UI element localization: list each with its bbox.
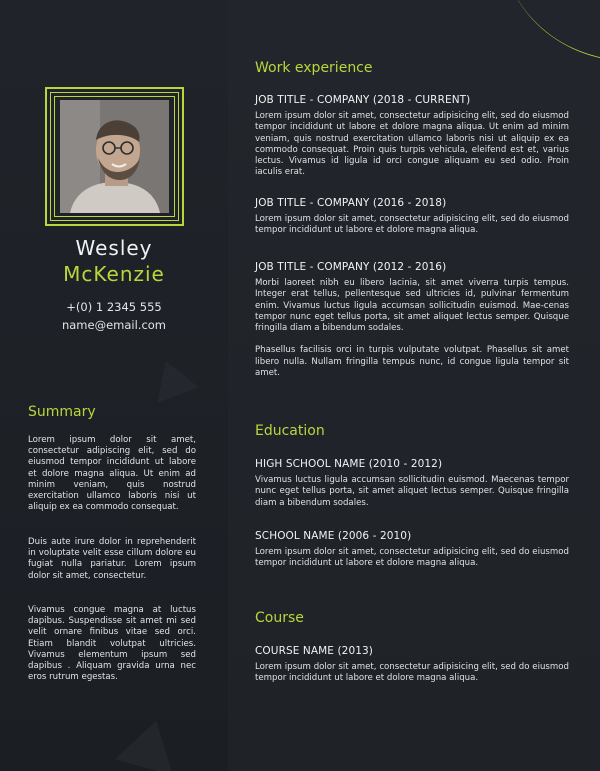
- school-description: Vivamus luctus ligula accumsan sollicitudin euismod. Maecenas tempor nunc eget tellus porta, sit amet aliquet lectus semper. Quisque fringilla diam a bibendum sodales.: [255, 475, 569, 508]
- first-name: Wesley: [75, 236, 153, 260]
- profile-photo-frame: [45, 87, 184, 226]
- course-title: COURSE NAME (2013): [255, 645, 373, 657]
- summary-heading: Summary: [28, 404, 96, 420]
- email-address: name@email.com: [61, 318, 167, 332]
- job-description: Lorem ipsum dolor sit amet, consectetur adipisicing elit, sed do eiusmod tempor incididunt ut labore et dolore magna aliqua.: [255, 214, 569, 236]
- school-description: Lorem ipsum dolor sit amet, consectetur adipisicing elit, sed do eiusmod tempor incididunt ut labore et dolore magna aliqua.: [255, 547, 569, 569]
- education-entry: [255, 530, 569, 570]
- person-portrait-icon: [60, 100, 169, 213]
- school-title: HIGH SCHOOL NAME (2010 - 2012): [255, 458, 443, 470]
- job-description: Morbi laoreet nibh eu libero lacinia, sit amet viverra turpis tempus. Integer erat tellus, pellentesque sed ultricies id, pulvinar fermentum enim. Vivamus luctus ligula accumsan sollicitudin euismod. Mae-cenas tempor nunc eget tellus porta, sit amet aliquet lectus semper. Quisque fringilla diam a bibendum sodales.: [255, 278, 569, 334]
- education-heading: Education: [255, 423, 325, 439]
- job-title: JOB TITLE - COMPANY (2012 - 2016): [255, 261, 447, 273]
- summary-paragraph: Duis aute irure dolor in reprehenderit in voluptate velit esse cillum dolore eu fugiat nulla pariatur. Lorem ipsum dolor sit amet, consectetur.: [28, 537, 196, 581]
- job-entry: [255, 94, 569, 179]
- school-title: SCHOOL NAME (2006 - 2010): [255, 530, 412, 542]
- job-entry: [255, 197, 569, 237]
- job-entry: [255, 261, 569, 379]
- course-heading: Course: [255, 610, 304, 626]
- last-name: McKenzie: [63, 262, 165, 286]
- job-title: JOB TITLE - COMPANY (2018 - CURRENT): [255, 94, 471, 106]
- job-description: Phasellus facilisis orci in turpis vulputate volutpat. Phasellus sit amet libero nulla. Nullam fringilla tempus nunc, id congue ligula tempor sit amet.: [255, 345, 569, 379]
- job-description: Lorem ipsum dolor sit amet, consectetur adipisicing elit, sed do eiusmod tempor incididunt ut labore et dolore magna aliqua. Ut enim ad minim veniam, quis nostrud exercitation ullamco laboris nisi ut aliquip ex ea commodo consequat. Proin quis turpis vehicula, eleifend est et, varius lectus. Vivamus id ligula id orci congue aliquam eu sed odio. Proin iaculis erat.: [255, 111, 569, 178]
- job-title: JOB TITLE - COMPANY (2016 - 2018): [255, 197, 447, 209]
- work-experience-heading: Work experience: [255, 60, 373, 76]
- summary-paragraph: Vivamus congue magna at luctus dapibus. Suspendisse sit amet mi sed velit ornare finibus vitae sed orci. Etiam blandit volutpat ultricies. Vivamus elementum ipsum sed dapibus . Aliquam gravida urna nec eros rutrum egestas.: [28, 605, 196, 683]
- course-description: Lorem ipsum dolor sit amet, consectetur adipisicing elit, sed do eiusmod tempor incididunt ut labore et dolore magna aliqua.: [255, 662, 569, 684]
- profile-photo: [60, 100, 169, 213]
- summary-paragraph: Lorem ipsum dolor sit amet, consectetur adipiscing elit, sed do eiusmod tempor incididunt ut labore et dolore magna aliqua. Ut enim ad minim veniam, quis nostrud exercitation ullamco laboris nisi ut aliquip ex ea commodo consequat.: [28, 435, 196, 513]
- education-entry: [255, 458, 569, 509]
- course-entry: [255, 645, 569, 685]
- phone-number: +(0) 1 2345 555: [66, 300, 162, 314]
